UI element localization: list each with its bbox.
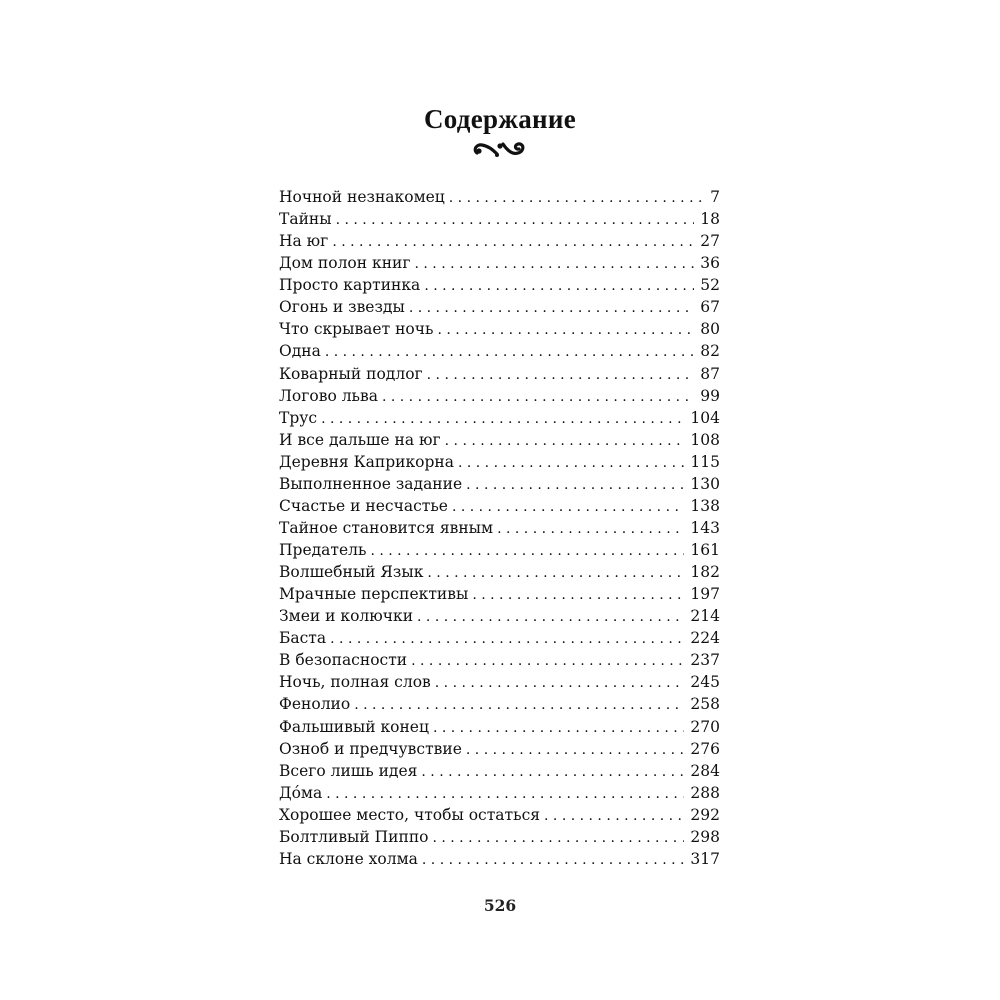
dot-leader bbox=[466, 474, 684, 495]
toc-entry[interactable] bbox=[279, 296, 720, 318]
dot-leader bbox=[411, 650, 684, 671]
table-of-contents bbox=[279, 186, 720, 870]
toc-entry-page: 138 bbox=[690, 496, 720, 515]
toc-entry[interactable] bbox=[279, 738, 720, 760]
toc-entry-title: Предатель bbox=[279, 541, 367, 559]
toc-entry-page: 284 bbox=[690, 761, 720, 780]
toc-entry-page: 317 bbox=[690, 849, 720, 868]
toc-entry[interactable] bbox=[279, 539, 720, 561]
toc-entry[interactable] bbox=[279, 208, 720, 230]
toc-entry[interactable] bbox=[279, 782, 720, 804]
toc-entry-page: 143 bbox=[690, 518, 720, 537]
toc-entry[interactable] bbox=[279, 186, 720, 208]
toc-entry-page: 245 bbox=[690, 673, 720, 692]
toc-entry-title: Волшебный Язык bbox=[279, 563, 424, 582]
toc-entry-page: 182 bbox=[690, 563, 720, 582]
toc-entry-title: Логово льва bbox=[279, 386, 378, 405]
toc-entry-title: Фенолио bbox=[279, 695, 351, 714]
toc-entry-page: 292 bbox=[690, 805, 720, 824]
toc-entry-page: 104 bbox=[690, 408, 720, 427]
toc-entry[interactable] bbox=[279, 583, 720, 605]
toc-entry-title: Огонь и звезды bbox=[279, 298, 405, 317]
toc-entry-title: Болтливый Пиппо bbox=[279, 827, 429, 846]
toc-entry-page: 87 bbox=[700, 364, 720, 383]
toc-entry-title: Баста bbox=[279, 629, 327, 648]
dot-leader bbox=[497, 518, 684, 539]
toc-entry-title: Дом полон книг bbox=[279, 254, 411, 273]
dot-leader bbox=[544, 805, 684, 826]
toc-entry-page: 197 bbox=[690, 585, 720, 604]
dot-leader bbox=[321, 408, 684, 429]
toc-entry[interactable] bbox=[279, 385, 720, 407]
dot-leader bbox=[437, 319, 694, 340]
toc-entry-page: 161 bbox=[690, 541, 720, 559]
toc-entry[interactable] bbox=[279, 340, 720, 362]
toc-entry[interactable] bbox=[279, 693, 720, 715]
page-number: 526 bbox=[483, 896, 517, 915]
toc-entry-title: На склоне холма bbox=[279, 849, 418, 868]
dot-leader bbox=[326, 783, 684, 804]
toc-entry-page: 130 bbox=[690, 474, 720, 493]
toc-entry[interactable] bbox=[279, 804, 720, 826]
dot-leader bbox=[433, 717, 684, 738]
toc-entry-title: Коварный подлог bbox=[279, 364, 423, 383]
toc-entry[interactable] bbox=[279, 495, 720, 517]
toc-entry-title: И все дальше на юг bbox=[279, 430, 441, 449]
toc-entry-page: 18 bbox=[700, 210, 720, 229]
toc-entry-title: Ночной незнакомец bbox=[279, 188, 445, 206]
dot-leader bbox=[370, 540, 684, 561]
toc-entry[interactable] bbox=[279, 429, 720, 451]
dot-leader bbox=[466, 739, 685, 760]
dot-leader bbox=[427, 562, 684, 583]
toc-entry-title: Всего лишь идея bbox=[279, 761, 418, 780]
toc-entry-page: 67 bbox=[700, 298, 720, 317]
toc-entry-page: 224 bbox=[690, 629, 720, 648]
toc-entry[interactable] bbox=[279, 318, 720, 340]
toc-entry-page: 258 bbox=[690, 695, 720, 714]
toc-entry-title: Деревня Каприкорна bbox=[279, 452, 454, 471]
dot-leader bbox=[472, 584, 684, 605]
dot-leader bbox=[449, 187, 704, 208]
toc-entry[interactable] bbox=[279, 274, 720, 296]
dot-leader bbox=[427, 364, 695, 385]
toc-entry[interactable] bbox=[279, 407, 720, 429]
toc-entry-page: 80 bbox=[700, 320, 720, 339]
toc-entry[interactable] bbox=[279, 517, 720, 539]
dot-leader bbox=[330, 628, 684, 649]
page-title: Содержание bbox=[423, 104, 577, 135]
dot-leader bbox=[421, 761, 684, 782]
toc-entry-page: 270 bbox=[690, 717, 720, 736]
toc-entry[interactable] bbox=[279, 605, 720, 627]
toc-entry-page: 288 bbox=[690, 783, 720, 802]
toc-entry-title: Счастье и несчастье bbox=[279, 496, 448, 515]
toc-entry-page: 52 bbox=[700, 276, 720, 295]
toc-entry[interactable] bbox=[279, 649, 720, 671]
dot-leader bbox=[422, 849, 685, 870]
toc-entry[interactable] bbox=[279, 671, 720, 693]
toc-entry[interactable] bbox=[279, 561, 720, 583]
dot-leader bbox=[382, 386, 694, 407]
toc-entry-title: Мрачные перспективы bbox=[279, 585, 469, 604]
toc-entry-title: До́ма bbox=[279, 783, 323, 802]
toc-entry[interactable] bbox=[279, 760, 720, 782]
toc-entry-title: Тайны bbox=[279, 210, 332, 229]
dot-leader bbox=[336, 209, 695, 230]
swirl-ornament-icon bbox=[470, 138, 530, 160]
dot-leader bbox=[332, 231, 694, 252]
toc-entry-page: 237 bbox=[690, 651, 720, 670]
toc-entry-title: Озноб и предчувствие bbox=[279, 739, 462, 758]
toc-entry[interactable] bbox=[279, 230, 720, 252]
toc-entry-title: Выполненное задание bbox=[279, 474, 463, 493]
toc-entry[interactable] bbox=[279, 627, 720, 649]
toc-entry[interactable] bbox=[279, 451, 720, 473]
toc-entry-page: 108 bbox=[690, 430, 720, 449]
toc-entry[interactable] bbox=[279, 363, 720, 385]
dot-leader bbox=[424, 275, 694, 296]
dot-leader bbox=[445, 430, 685, 451]
toc-entry[interactable] bbox=[279, 252, 720, 274]
toc-entry-page: 276 bbox=[690, 739, 720, 758]
toc-entry[interactable] bbox=[279, 473, 720, 495]
dot-leader bbox=[415, 253, 695, 274]
toc-entry-page: 36 bbox=[700, 254, 720, 273]
dot-leader bbox=[432, 827, 684, 848]
dot-leader bbox=[354, 694, 684, 715]
toc-entry-title: Просто картинка bbox=[279, 276, 421, 295]
dot-leader bbox=[417, 606, 684, 627]
toc-entry[interactable] bbox=[279, 716, 720, 738]
dot-leader bbox=[409, 297, 694, 318]
toc-entry[interactable] bbox=[279, 848, 720, 870]
dot-leader bbox=[458, 452, 684, 473]
toc-entry-title: Одна bbox=[279, 342, 321, 361]
toc-entry-page: 298 bbox=[690, 827, 720, 846]
dot-leader bbox=[452, 496, 684, 517]
dot-leader bbox=[435, 672, 685, 693]
toc-entry-title: На юг bbox=[279, 232, 329, 251]
toc-entry-title: Фальшивый конец bbox=[279, 717, 429, 736]
toc-entry-page: 82 bbox=[700, 342, 720, 361]
toc-entry-title: Тайное становится явным bbox=[279, 518, 494, 537]
toc-entry-page: 27 bbox=[700, 232, 720, 251]
toc-entry-page: 214 bbox=[690, 607, 720, 626]
toc-entry-page: 99 bbox=[700, 386, 720, 405]
toc-entry-title: Змеи и колючки bbox=[279, 607, 414, 626]
dot-leader bbox=[325, 341, 694, 362]
toc-entry[interactable] bbox=[279, 826, 720, 848]
toc-entry-title: Хорошее место, чтобы остаться bbox=[279, 805, 541, 824]
toc-entry-title: Ночь, полная слов bbox=[279, 673, 431, 692]
toc-entry-page: 7 bbox=[710, 188, 720, 206]
toc-entry-title: Трус bbox=[279, 408, 318, 427]
toc-entry-page: 115 bbox=[690, 452, 720, 471]
toc-entry-title: В безопасности bbox=[279, 651, 408, 670]
toc-entry-title: Что скрывает ночь bbox=[279, 320, 434, 339]
